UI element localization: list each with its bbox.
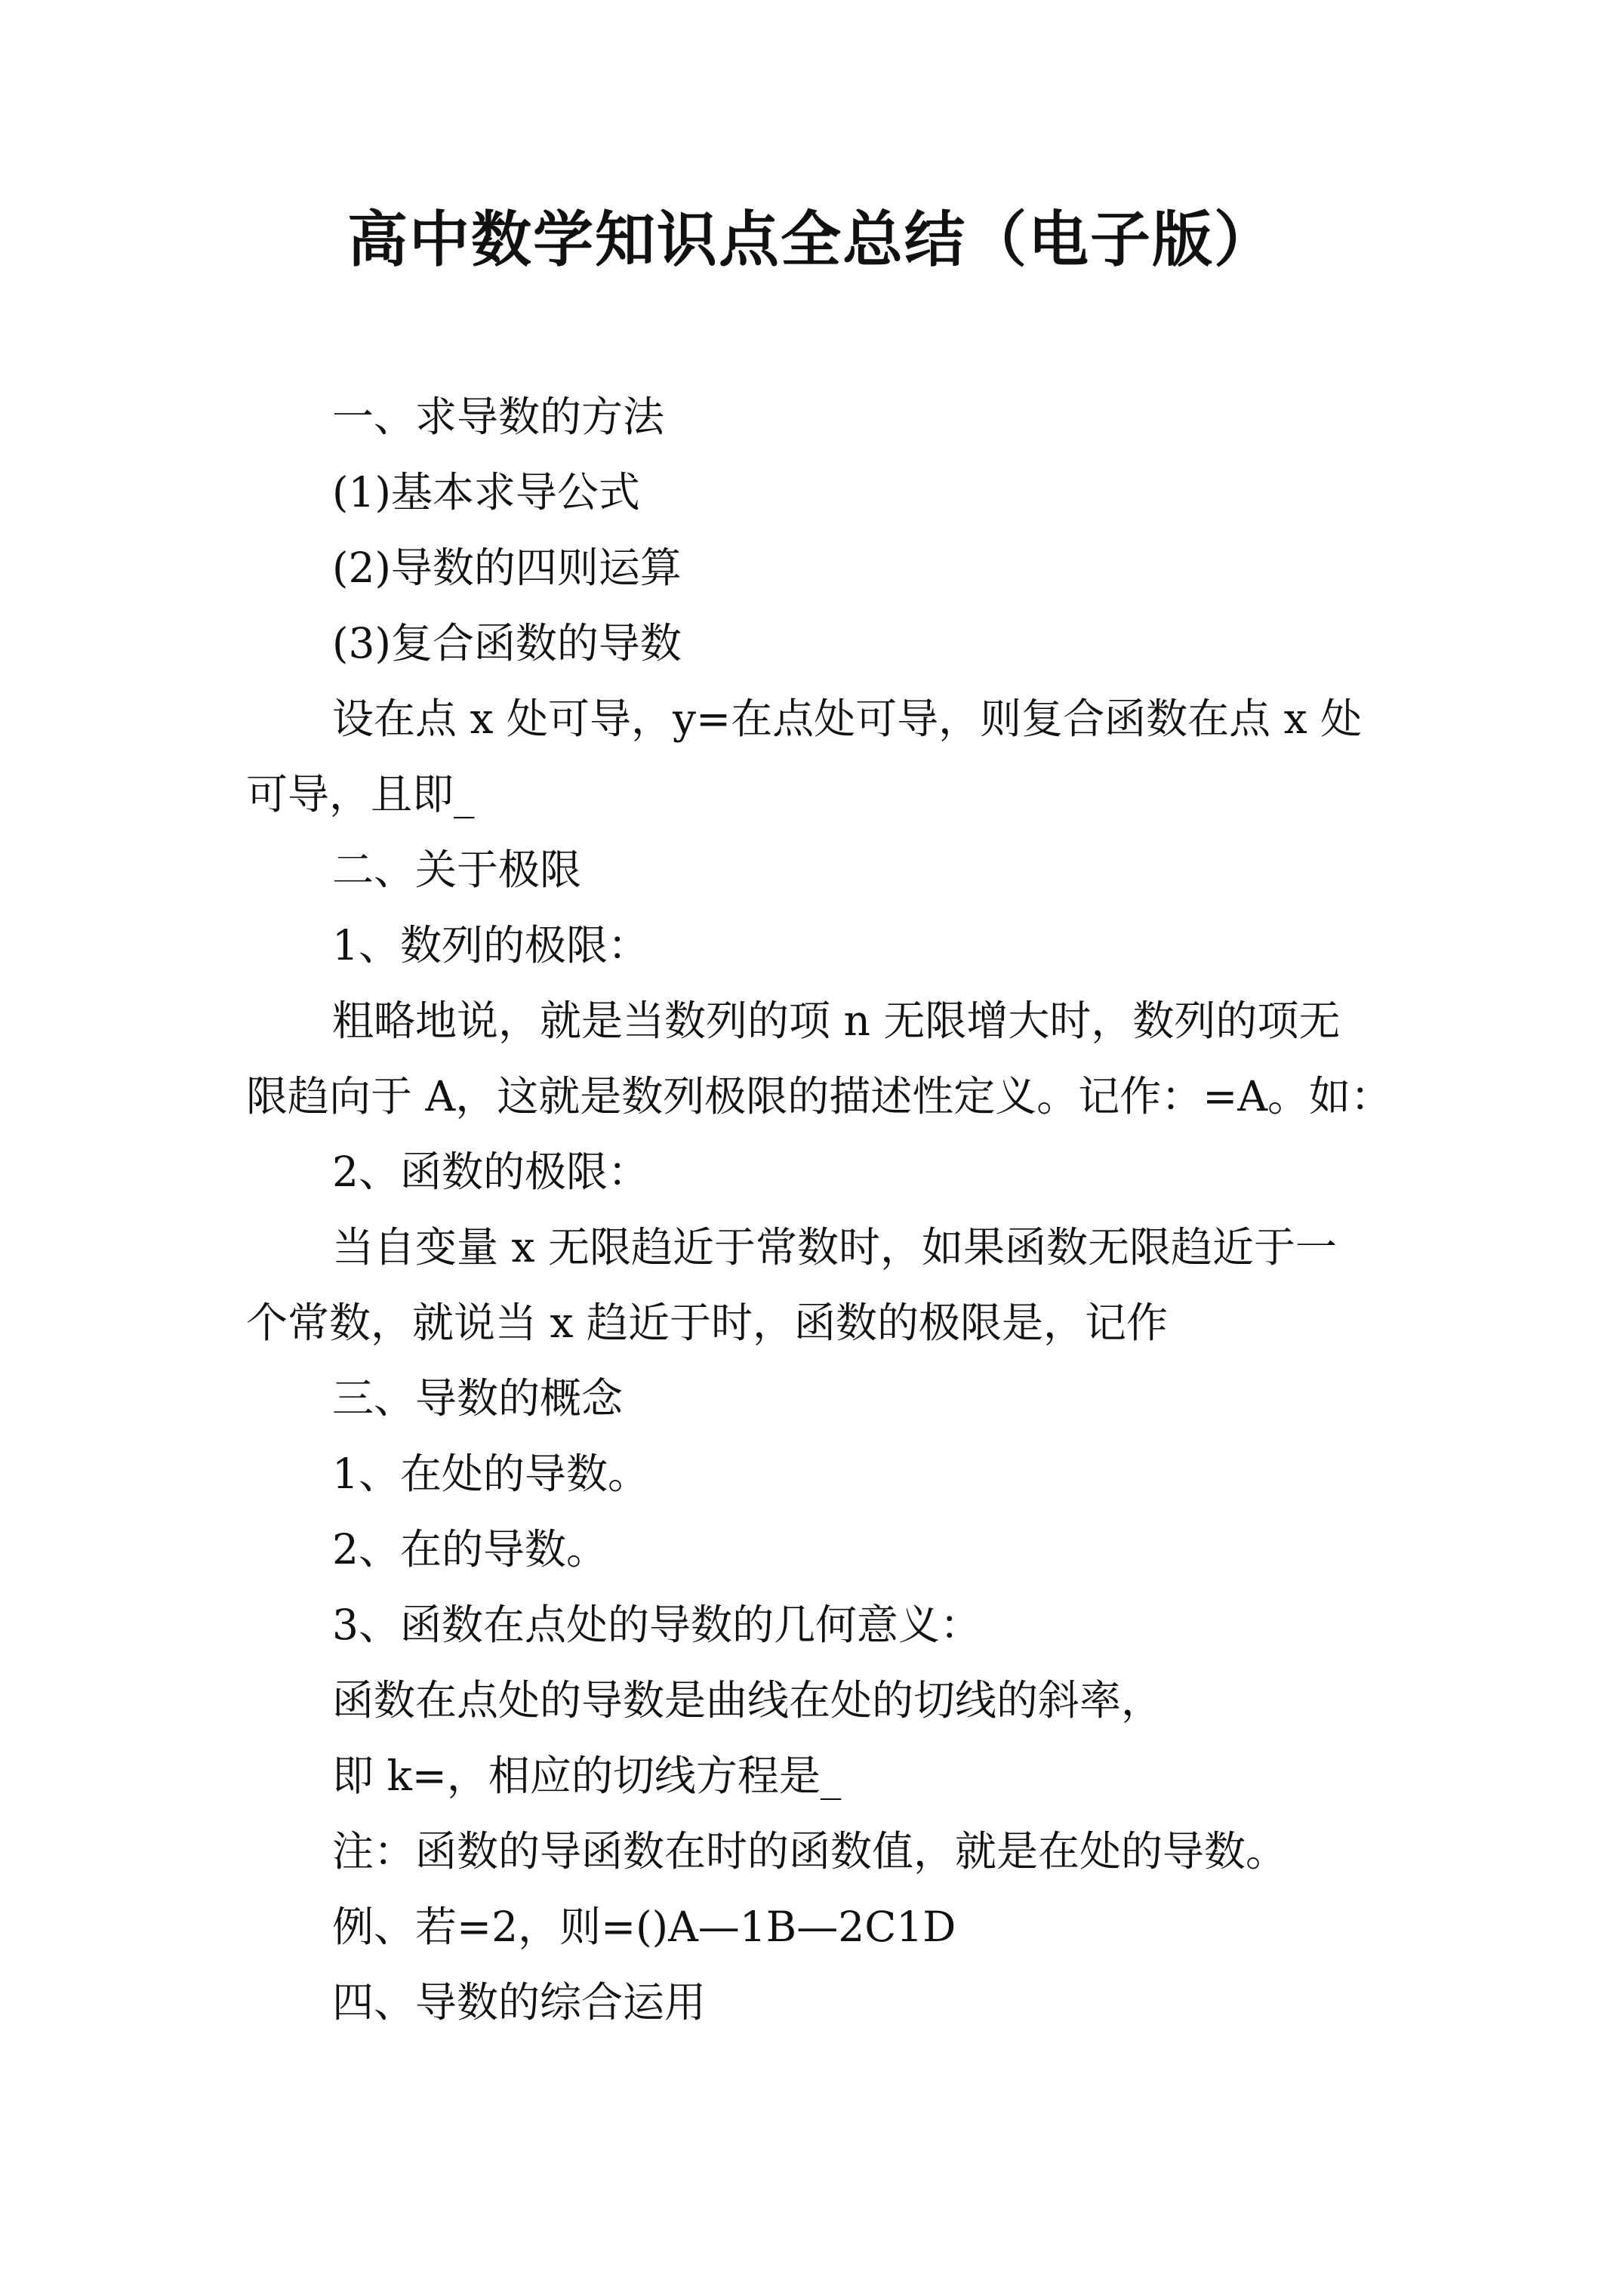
text-line: (2)导数的四则运算 bbox=[332, 544, 682, 592]
document-title: 高中数学知识点全总结（电子版） bbox=[347, 204, 1276, 275]
paragraph-line: 函数在点处的导数是曲线在处的切线的斜率， bbox=[332, 1676, 1163, 1724]
paragraph-line: 即 k=，相应的切线方程是_ bbox=[332, 1752, 842, 1800]
paragraph-line: 当自变量 x 无限趋近于常数时，如果函数无限趋近于一 bbox=[332, 1223, 1337, 1271]
heading-section-1: 一、求导数的方法 bbox=[332, 393, 665, 441]
heading-section-2: 二、关于极限 bbox=[332, 846, 582, 894]
subheading: 3、函数在点处的导数的几何意义： bbox=[332, 1601, 981, 1649]
paragraph-line: 设在点 x 处可导，y=在点处可导，则复合函数在点 x 处 bbox=[332, 695, 1363, 743]
paragraph-line: 可导，且即_ bbox=[246, 770, 475, 818]
subheading: 2、函数的极限： bbox=[332, 1148, 649, 1196]
text-line: 1、在处的导数。 bbox=[332, 1450, 649, 1498]
note-line: 注：函数的导函数在时的函数值，就是在处的导数。 bbox=[332, 1827, 1288, 1875]
example-line: 例、若=2，则=()A—1B—2C1D bbox=[332, 1903, 956, 1951]
paragraph-line: 粗略地说，就是当数列的项 n 无限增大时，数列的项无 bbox=[332, 997, 1341, 1045]
heading-section-4: 四、导数的综合运用 bbox=[332, 1978, 707, 2026]
text-line: (3)复合函数的导数 bbox=[332, 619, 682, 667]
paragraph-line: 个常数，就说当 x 趋近于时，函数的极限是，记作 bbox=[246, 1299, 1168, 1347]
heading-section-3: 三、导数的概念 bbox=[332, 1374, 624, 1422]
subheading: 1、数列的极限： bbox=[332, 921, 649, 969]
paragraph-line: 限趋向于 A，这就是数列极限的描述性定义。记作：=A。如： bbox=[246, 1072, 1393, 1120]
text-line: 2、在的导数。 bbox=[332, 1525, 608, 1573]
text-line: (1)基本求导公式 bbox=[332, 468, 640, 516]
